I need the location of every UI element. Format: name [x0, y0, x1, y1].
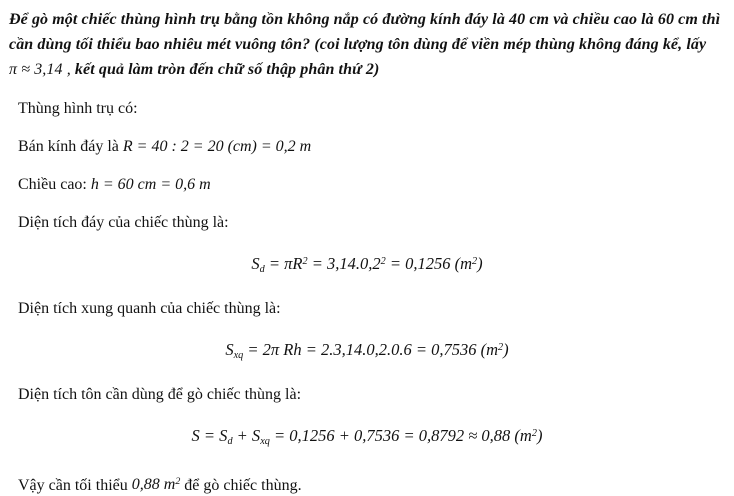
problem-line-1: Để gò một chiếc thùng hình trụ bằng tồn không nắp có đường kính đáy là 40 cm và chiều cao là 60 cm thì [9, 11, 721, 28]
solution-intro: Thùng hình trụ có: [18, 100, 138, 117]
radius-label: Bán kính đáy là [18, 138, 123, 155]
lateral-area-formula: $S_{xq} = 2\pi$ Rh = 2.3,14.0,2.0.6 = 0,7536 $(m^2)$ [225, 340, 509, 362]
height-label: Chiều cao: [18, 176, 91, 193]
base-area-label: Diện tích đáy của chiếc thùng là: [18, 214, 229, 231]
lateral-area-formula-line [12, 335, 722, 368]
total-area-formula-line [12, 421, 722, 454]
problem-line-2: cần dùng tối thiểu bao nhiêu mét vuông tôn? (coi lượng tôn dùng để viền mép thùng không đáng kể, lấy [9, 36, 707, 53]
height-math-expression: h = 60 cm = 0,6 m [90, 176, 211, 193]
height-line [18, 174, 728, 196]
pi-approx-value: π ≈ 3,14 , [9, 61, 71, 78]
conclusion-suffix: để gò chiếc thùng. [180, 476, 302, 494]
conclusion-line [18, 472, 728, 496]
base-area-formula-line [12, 249, 722, 282]
radius-line [18, 136, 728, 158]
lateral-area-label: Diện tích xung quanh của chiếc thùng là: [18, 300, 281, 318]
radius-math-expression: R = 40 : 2 = 20 (cm) = 0,2 m [122, 138, 312, 155]
base-area-formula: $S_d = \pi R^2 = 3,14.0,2^2 = 0,1256$ $(m^2)$ [251, 254, 483, 276]
total-area-formula: $S = S_d + S_{xq} = 0,1256 + 0,7536 = 0,8792 \approx 0,88$ $(m^2)$ [191, 426, 543, 448]
conclusion-math-expression: 0,88 $m^2$ [131, 476, 181, 494]
problem-line-3-text: kết quả làm tròn đến chữ số thập phân thứ 2) [70, 61, 380, 78]
total-area-label: Diện tích tôn cần dùng để gò chiếc thùng là: [18, 386, 302, 404]
problem-statement [9, 7, 728, 82]
problem-line-3 [9, 57, 728, 82]
conclusion-prefix: Vậy cần tối thiểu [18, 476, 132, 494]
